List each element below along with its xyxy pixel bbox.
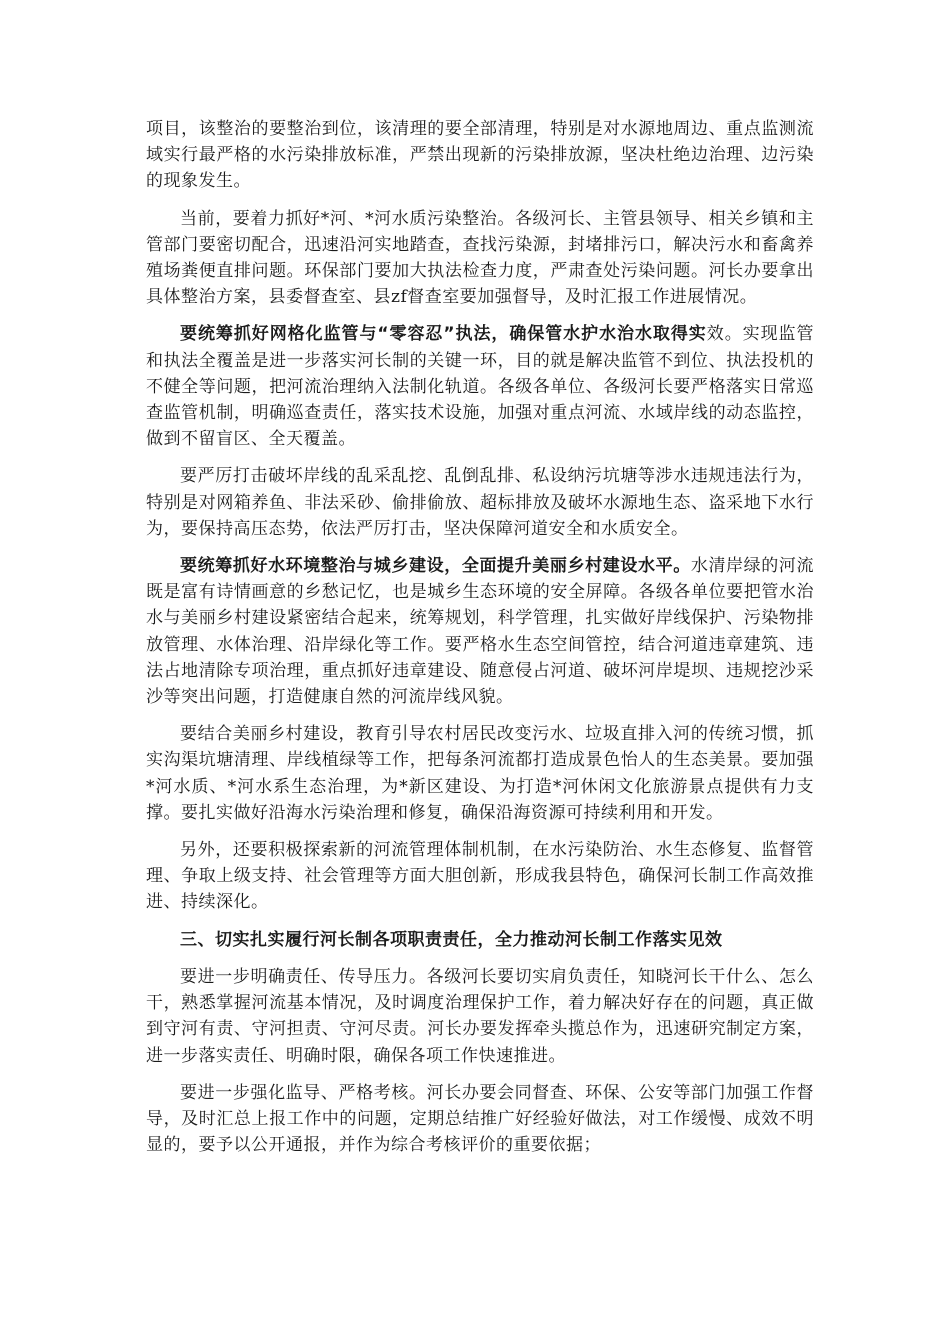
paragraph <box>146 206 814 311</box>
paragraph <box>146 553 814 710</box>
paragraph-text: 水清岸绿的河流既是富有诗情画意的乡愁记忆，也是城乡生态环境的安全屏障。各级各单位要把管水治水与美丽乡村建设紧密结合起来，统筹规划，科学管理，扎实做好岸线保护、污染物排放管理、水体治理、沿岸绿化等工作。要严格水生态空间管控，结合河道违章建筑、违法占地清除专项治理，重点抓好违章建设、随意侵占河道、破坏河岸堤坝、违规挖沙采沙等突出问题，打造健康自然的河流岸线风貌。 <box>146 556 815 708</box>
paragraph <box>146 1080 814 1159</box>
paragraph-lead: 要统筹抓好水环境整治与城乡建设，全面提升美丽乡村建设水平。 <box>180 556 691 577</box>
paragraph-text: 要结合美丽乡村建设，教育引导农村居民改变污水、垃圾直排入河的传统习惯，抓实沟渠坑塘清理、岸线植绿等工作，把每条河流都打造成景色怡人的生态美景。要加强*河水质、*河水系生态治理，为*新区建设、为打造*河休闲文化旅游景点提供有力支撑。要扎实做好沿海水污染治理和修复，确保沿海资源可持续利用和开发。 <box>146 724 814 823</box>
section-heading: 三、切实扎实履行河长制各项职责责任，全力推动河长制工作落实见效 <box>180 929 723 950</box>
paragraph-text: 要进一步强化监导、严格考核。河长办要会同督查、环保、公安等部门加强工作督导，及时汇总上报工作中的问题，定期总结推广好经验好做法，对工作缓慢、成效不明显的，要予以公开通报，并作为综合考核评价的重要依据； <box>146 1082 814 1156</box>
paragraph <box>146 721 814 826</box>
paragraph-text: 要进一步明确责任、传导压力。各级河长要切实肩负责任，知晓河长干什么、怎么干，熟悉掌握河流基本情况，及时调度治理保护工作，着力解决好存在的问题，真正做到守河有责、守河担责、守河尽责。河长办要发挥牵头揽总作为，迅速研究制定方案，进一步落实责任、明确时限，确保各项工作快速推进。 <box>146 966 814 1066</box>
paragraph-text: 效。实现监管和执法全覆盖是进一步落实河长制的关键一环，目的就是解决监管不到位、执法投机的不健全等问题，把河流治理纳入法制化轨道。各级各单位、各级河长要严格落实日常巡查监管机制，明确巡查责任，落实技术设施，加强对重点河流、水域岸线的动态监控，做到不留盲区、全天覆盖。 <box>146 324 814 450</box>
paragraph <box>146 837 814 916</box>
paragraph <box>146 463 814 542</box>
paragraph <box>146 116 814 195</box>
paragraph-lead: 要统筹抓好网格化监管与“零容忍”执法，确保管水护水治水取得实 <box>180 324 707 345</box>
paragraph <box>146 321 814 452</box>
paragraph <box>146 964 814 1069</box>
paragraph-text: 项目，该整治的要整治到位，该清理的要全部清理，特别是对水源地周边、重点监测流域实行最严格的水污染排放标准，严禁出现新的污染排放源，坚决杜绝边治理、边污染的现象发生。 <box>146 119 814 192</box>
document-page <box>146 116 814 1169</box>
paragraph-text: 当前，要着力抓好*河、*河水质污染整治。各级河长、主管县领导、相关乡镇和主管部门要密切配合，迅速沿河实地踏查，查找污染源，封堵排污口，解决污水和畜禽养殖场粪便直排问题。环保部门要加大执法检查力度，严肃查处污染问题。河长办要拿出具体整治方案，县委督查室、县zf督查室要加强督导，及时汇报工作进展情况。 <box>146 208 814 308</box>
paragraph-text: 要严厉打击破坏岸线的乱采乱挖、乱倒乱排、私设纳污坑塘等涉水违规违法行为，特别是对网箱养鱼、非法采砂、偷排偷放、超标排放及破坏水源地生态、盗采地下水行为，要保持高压态势，依法严厉打击，坚决保障河道安全和水质安全。 <box>146 466 814 539</box>
paragraph-text: 另外，还要积极探索新的河流管理体制机制，在水污染防治、水生态修复、监督管理、争取上级支持、社会管理等方面大胆创新，形成我县特色，确保河长制工作高效推进、持续深化。 <box>146 840 814 913</box>
